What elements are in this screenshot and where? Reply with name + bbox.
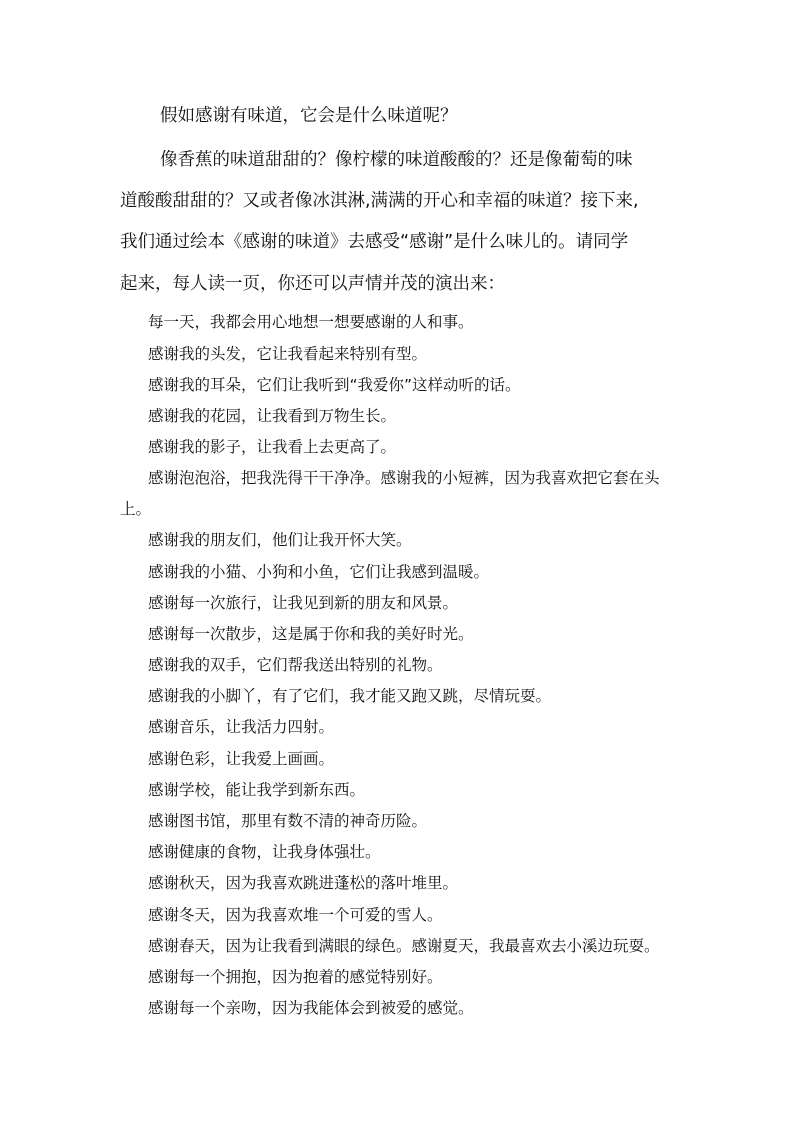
- text-line: 感谢秋天，因为我喜欢跳进蓬松的落叶堆里。: [148, 874, 459, 892]
- text-line: 感谢我的耳朵，它们让我听到“我爱你”这样动听的话。: [148, 376, 521, 394]
- text-line: 感谢图书馆，那里有数不清的神奇历险。: [148, 812, 428, 830]
- text-line: 感谢春天，因为让我看到满眼的绿色。感谢夏天，我最喜欢去小溪边玩耍。: [148, 937, 660, 955]
- text-line: 感谢色彩，让我爱上画画。: [148, 750, 335, 768]
- text-line: 感谢我的朋友们，他们让我开怀大笑。: [148, 531, 412, 549]
- text-line: 每一天，我都会用心地想一想要感谢的人和事。: [148, 313, 474, 331]
- text-line: 感谢每一个拥抱，因为抱着的感觉特别好。: [148, 968, 443, 986]
- intro-paragraph-line: 起来，每人读一页，你还可以声情并茂的演出来：: [120, 274, 505, 294]
- text-line: 感谢冬天，因为我喜欢堆一个可爱的雪人。: [148, 906, 443, 924]
- text-line: 感谢学校，能让我学到新东西。: [148, 781, 366, 799]
- intro-paragraph-line: 道酸酸甜甜的？又或者像冰淇淋,满满的开心和幸福的味道？接下来,: [120, 191, 639, 211]
- text-line: 感谢我的花园，让我看到万物生长。: [148, 407, 397, 425]
- intro-paragraph-line: 我们通过绘本《感谢的味道》去感受“感谢”是什么味儿的。请同学: [120, 232, 629, 252]
- text-line: 感谢每一次旅行，让我见到新的朋友和风景。: [148, 594, 459, 612]
- text-line: 上。: [120, 500, 152, 518]
- text-line: 感谢我的头发，它让我看起来特别有型。: [148, 345, 428, 363]
- text-line: 感谢每一个亲吻，因为我能体会到被爱的感觉。: [148, 999, 474, 1017]
- text-line: 感谢健康的食物，让我身体强壮。: [148, 843, 381, 861]
- text-line: 感谢泡泡浴，把我洗得干干净净。感谢我的小短裤，因为我喜欢把它套在头: [148, 469, 660, 487]
- text-line: 感谢我的双手，它们帮我送出特别的礼物。: [148, 656, 443, 674]
- text-line: 感谢我的小脚丫，有了它们，我才能又跑又跳，尽情玩耍。: [148, 687, 552, 705]
- intro-paragraph-line: 像香蕉的味道甜甜的？像柠檬的味道酸酸的？还是像葡萄的味: [160, 150, 633, 170]
- text-line: 感谢每一次散步，这是属于你和我的美好时光。: [148, 625, 474, 643]
- text-line: 感谢我的影子，让我看上去更高了。: [148, 438, 397, 456]
- intro-question: 假如感谢有味道，它会是什么味道呢？: [160, 106, 458, 126]
- text-line: 感谢音乐，让我活力四射。: [148, 718, 335, 736]
- text-line: 感谢我的小猫、小狗和小鱼，它们让我感到温暖。: [148, 563, 490, 581]
